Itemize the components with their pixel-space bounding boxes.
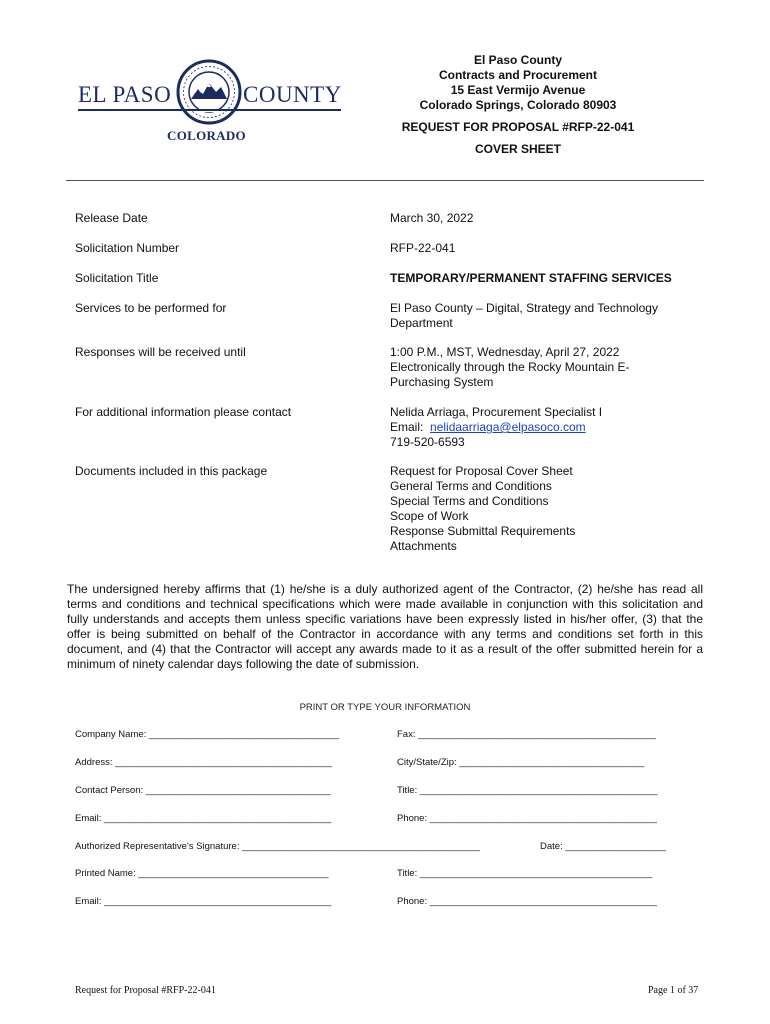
header-divider	[66, 180, 704, 181]
contact-email-link[interactable]: nelidaarriaga@elpasoco.com	[430, 420, 586, 434]
email-field[interactable]: Email: ___________________________________________	[75, 813, 332, 824]
city-state-zip-field[interactable]: City/State/Zip: ___________________________________	[397, 757, 645, 768]
print-heading: PRINT OR TYPE YOUR INFORMATION	[299, 702, 471, 713]
address-field[interactable]: Address: _________________________________________	[75, 757, 332, 768]
info-label: Documents included in this package	[75, 464, 268, 478]
info-value	[390, 405, 700, 450]
footer-document-id: Request for Proposal #RFP-22-041	[75, 985, 216, 996]
printed-name-field[interactable]: Printed Name: ____________________________________	[75, 868, 329, 879]
county-seal-icon	[176, 59, 242, 125]
title-field-2[interactable]: Title: ____________________________________________	[397, 868, 653, 879]
info-value-line: Attachments	[390, 539, 457, 553]
phone-field[interactable]: Phone: ___________________________________________	[397, 813, 657, 824]
rfp-title: REQUEST FOR PROPOSAL #RFP-22-041	[401, 120, 635, 134]
info-label: Solicitation Number	[75, 241, 180, 255]
info-value-line: 1:00 P.M., MST, Wednesday, April 27, 2022	[390, 345, 620, 359]
info-value-line: 719-520-6593	[390, 435, 465, 449]
info-label: For additional information please contact	[75, 405, 292, 419]
logo-left-word: EL PASO	[78, 82, 172, 107]
contact-person-field[interactable]: Contact Person: ___________________________________	[75, 785, 331, 796]
info-value-line: March 30, 2022	[390, 211, 474, 225]
affirmation-paragraph: The undersigned hereby affirms that (1) he/she is a duly authorized agent of the Contractor, (2) he/she has read all terms and conditions and technical specifications which were made available in conjunction with this solicitation and fully understands and accepts them unless specific variations have been expressly listed in his/her offer, (3) that the offer is being submitted on behalf of the Contractor in accordance with any terms and conditions set forth in this document, and (4) that the Contractor will accept any awards made to it as a result of the offer submitted herein for a minimum of ninety calendar days following the date of submission.	[67, 582, 703, 671]
info-label: Solicitation Title	[75, 271, 159, 285]
info-label: Release Date	[75, 211, 148, 225]
info-label: Responses will be received until	[75, 345, 246, 359]
info-value	[390, 211, 700, 226]
info-value-line: Scope of Work	[390, 509, 469, 523]
logo-underline	[78, 109, 341, 111]
company-name-field[interactable]: Company Name: ____________________________________	[75, 729, 340, 740]
email-field-2[interactable]: Email: ___________________________________________	[75, 896, 332, 907]
info-value-line: Response Submittal Requirements	[390, 524, 576, 538]
info-value-line: Purchasing System	[390, 375, 494, 389]
info-label: Services to be performed for	[75, 301, 227, 315]
city-address: Colorado Springs, Colorado 80903	[419, 98, 617, 112]
phone-field-2[interactable]: Phone: ___________________________________________	[397, 896, 657, 907]
cover-sheet-title: COVER SHEET	[474, 142, 561, 156]
info-value	[390, 271, 700, 286]
info-value-line: General Terms and Conditions	[390, 479, 552, 493]
logo-right-word: COUNTY	[243, 82, 342, 107]
fax-field[interactable]: Fax: _____________________________________________	[397, 729, 656, 740]
info-value	[390, 301, 700, 331]
authorized-signature-field[interactable]: Authorized Representative's Signature: _____________________________________________	[75, 841, 480, 852]
info-value-line: RFP-22-041	[390, 241, 456, 255]
dept-name: Contracts and Procurement	[438, 68, 598, 82]
title-field[interactable]: Title: _____________________________________________	[397, 785, 658, 796]
info-value	[390, 464, 700, 554]
address-block	[400, 53, 636, 113]
info-value-line: TEMPORARY/PERMANENT STAFFING SERVICES	[390, 271, 672, 285]
info-value-line: Department	[390, 316, 453, 330]
info-value	[390, 345, 700, 390]
date-field[interactable]: Date: ___________________	[540, 841, 666, 852]
footer-page-number: Page 1 of 37	[648, 985, 699, 996]
contact-email-line	[390, 420, 700, 435]
email-label: Email:	[390, 420, 424, 434]
info-value-line: Nelida Arriaga, Procurement Specialist I	[390, 405, 603, 419]
info-value-line: El Paso County – Digital, Strategy and Technology	[390, 301, 658, 315]
info-value	[390, 241, 700, 256]
info-value-line: Special Terms and Conditions	[390, 494, 549, 508]
logo-state: COLORADO	[167, 128, 246, 143]
org-name: El Paso County	[473, 53, 562, 67]
info-value-line: Electronically through the Rocky Mountain E-	[390, 360, 630, 374]
street-address: 15 East Vermijo Avenue	[450, 83, 586, 97]
info-value-line: Request for Proposal Cover Sheet	[390, 464, 573, 478]
